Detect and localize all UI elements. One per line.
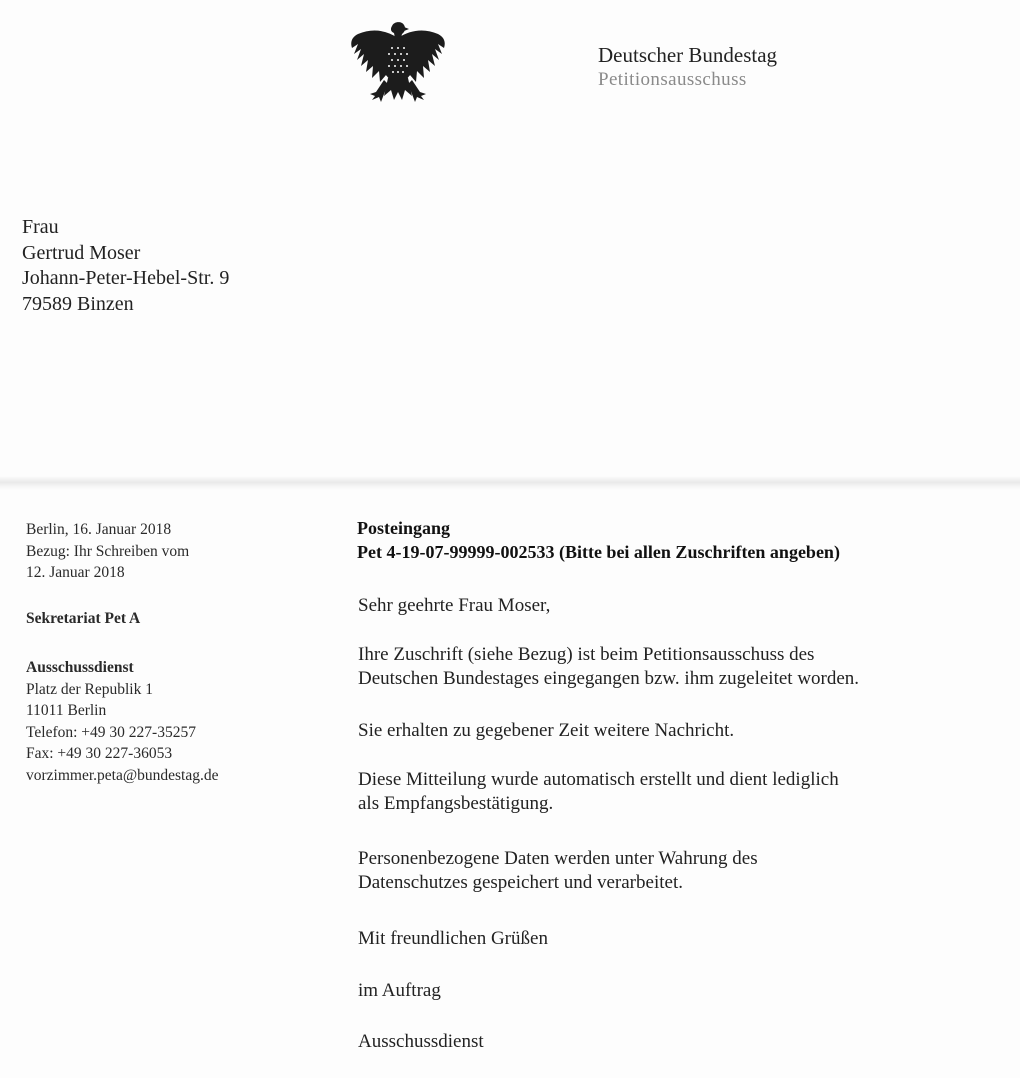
paragraph-receipt-line-2: Deutschen Bundestages eingegangen bzw. ihm zugeleitet worden. bbox=[358, 668, 860, 689]
paragraph-privacy-line-2: Datenschutzes gespeichert und verarbeitet. bbox=[358, 872, 683, 893]
sender-city: 11011 Berlin bbox=[26, 702, 107, 719]
signature-line: Ausschussdienst bbox=[358, 1031, 484, 1052]
sender-street: Platz der Republik 1 bbox=[26, 680, 153, 698]
paragraph-privacy bbox=[358, 847, 758, 895]
sender-email: vorzimmer.peta@bundestag.de bbox=[26, 766, 219, 784]
closing-phrase: Mit freundlichen Grüßen bbox=[358, 928, 548, 949]
recipient-address bbox=[22, 215, 229, 317]
paper-fold bbox=[0, 476, 1020, 490]
recipient-name: Gertrud Moser bbox=[22, 241, 141, 264]
letter-date: Berlin, 16. Januar 2018 bbox=[26, 521, 172, 538]
reference-line-1: Bezug: Ihr Schreiben vom bbox=[26, 542, 190, 560]
paragraph-notice: Sie erhalten zu gegebener Zeit weitere Nachricht. bbox=[358, 720, 735, 741]
paragraph-automatic-line-2: als Empfangsbestätigung. bbox=[358, 793, 554, 814]
service-title: Ausschussdienst bbox=[26, 659, 134, 676]
on-behalf-line: im Auftrag bbox=[358, 980, 441, 1001]
recipient-street: Johann-Peter-Hebel-Str. 9 bbox=[22, 267, 230, 289]
paragraph-receipt bbox=[358, 643, 859, 691]
committee-name: Petitionsausschuss bbox=[598, 69, 747, 90]
secretariat-label: Sekretariat Pet A bbox=[26, 609, 141, 627]
paragraph-automatic-line-1: Diese Mitteilung wurde automatisch erstellt und dient lediglich bbox=[358, 769, 839, 790]
reference-line-2: 12. Januar 2018 bbox=[26, 564, 125, 581]
letter-greeting: Sehr geehrte Frau Moser, bbox=[358, 595, 551, 616]
petition-reference: Pet 4-19-07-99999-002533 (Bitte bei allen Zuschriften angeben) bbox=[357, 542, 840, 562]
paragraph-privacy-line-1: Personenbezogene Daten werden unter Wahrung des bbox=[358, 848, 758, 869]
paragraph-automatic bbox=[358, 768, 839, 816]
federal-eagle-logo bbox=[348, 20, 448, 112]
institution-name: Deutscher Bundestag bbox=[598, 43, 778, 67]
sender-fax: Fax: +49 30 227-36053 bbox=[26, 745, 173, 762]
sender-info-column bbox=[26, 519, 218, 786]
paragraph-receipt-line-1: Ihre Zuschrift (siehe Bezug) ist beim Petitionsausschuss des bbox=[358, 644, 815, 665]
sender-phone: Telefon: +49 30 227-35257 bbox=[26, 723, 196, 741]
recipient-salutation: Frau bbox=[22, 216, 59, 238]
recipient-city: 79589 Binzen bbox=[22, 292, 134, 315]
letter-heading bbox=[357, 516, 840, 564]
letter-subject: Posteingang bbox=[357, 518, 451, 538]
